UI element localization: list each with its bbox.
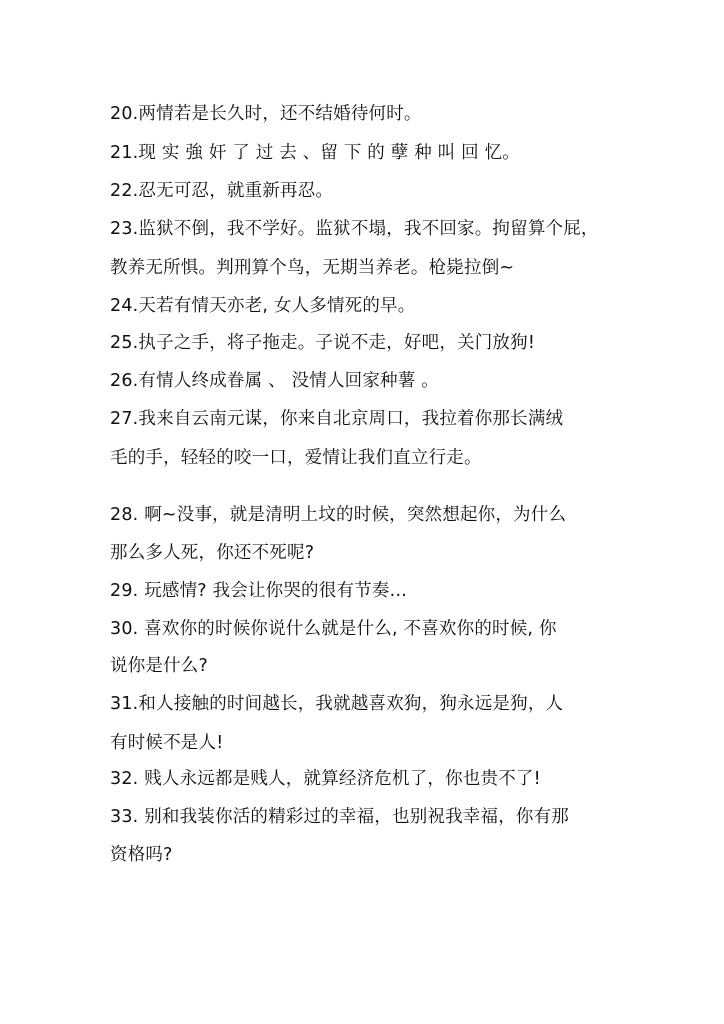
text-line-24: 24.天若有情天亦老, 女人多情死的早。 [110, 296, 416, 316]
text-line-27a: 27.我来自云南元谋，你来自北京周口，我拉着你那长满绒 [110, 409, 564, 429]
text-line-28a: 28. 啊~没事，就是清明上坟的时候，突然想起你，为什么 [110, 505, 567, 525]
text-line-30a: 30. 喜欢你的时候你说什么就是什么, 不喜欢你的时候, 你 [110, 619, 557, 639]
text-line-32: 32. 贱人永远都是贱人，就算经济危机了，你也贵不了! [110, 769, 541, 789]
text-line-30b: 说你是什么? [110, 656, 208, 676]
text-line-31b: 有时候不是人! [110, 733, 224, 753]
text-line-33b: 资格吗? [110, 845, 173, 865]
text-line-23b: 教养无所惧。判刑算个鸟，无期当养老。枪毙拉倒~ [110, 258, 515, 278]
text-line-21: 21.现 实 強 奸 了 过 去 、留 下 的 孽 种 叫 回 忆。 [110, 143, 521, 163]
text-line-31a: 31.和人接触的时间越长，我就越喜欢狗，狗永远是狗，人 [110, 694, 564, 714]
text-line-25: 25.执子之手，将子拖走。子说不走，好吧，关门放狗! [110, 333, 536, 353]
text-line-20: 20.两情若是长久时，还不结婚待何时。 [110, 104, 422, 124]
text-line-28b: 那么多人死，你还不死呢? [110, 543, 315, 563]
text-line-33a: 33. 别和我装你活的精彩过的幸福，也别祝我幸福，你有那 [110, 807, 569, 827]
text-line-26: 26.有情人终成眷属 、 没情人回家种薯 。 [110, 371, 439, 391]
text-line-23a: 23.监狱不倒，我不学好。监狱不塌，我不回家。拘留算个屁， [110, 219, 599, 239]
text-line-29: 29. 玩感情? 我会让你哭的很有节奏… [110, 581, 408, 601]
text-line-27b: 毛的手，轻轻的咬一口，爱情让我们直立行走。 [110, 448, 482, 468]
text-line-22: 22.忍无可忍，就重新再忍。 [110, 181, 334, 201]
